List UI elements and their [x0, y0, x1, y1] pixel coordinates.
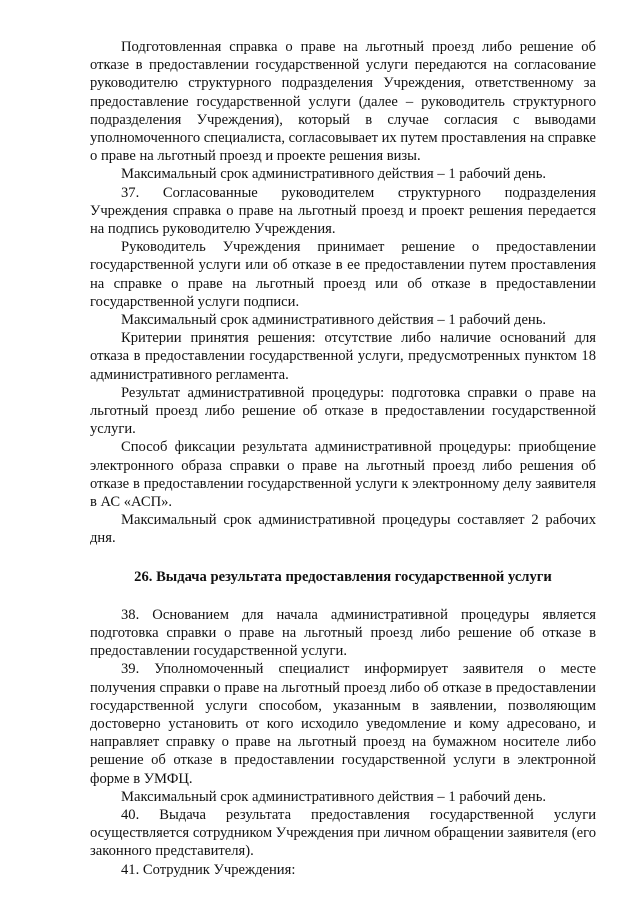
paragraph-max-term-2: Максимальный срок административного действия – 1 рабочий день. — [121, 312, 547, 329]
paragraph-max-term-1: Максимальный срок административного действия – 1 рабочий день. — [121, 166, 547, 183]
section-heading: 26. Выдача результата предоставления государственной услуги — [134, 568, 552, 585]
paragraph-procedure-result: Результат административной процедуры: подготовка справки о праве на льготный проезд либо решение об отказе в предоставлении государственной услуги. — [90, 384, 596, 438]
paragraph-item-41: 41. Сотрудник Учреждения: — [121, 861, 296, 878]
paragraph-decision-criteria: Критерии принятия решения: отсутствие либо наличие оснований для отказа в предоставлении государственной услуги, предусмотренных пунктом 18 административного регламента. — [90, 330, 596, 383]
document-page — [90, 38, 596, 879]
paragraph-result-fixation: Способ фиксации результата административной процедуры: приобщение электронного образа справки о праве на льготный проезд либо решения об отказе в предоставлении государственной услуги к электронному делу заявителя в АС «АСП». — [90, 439, 596, 511]
paragraph-item-40: 40. Выдача результата предоставления государственной услуги осуществляется сотрудником Учреждения при личном обращении заявителя (его законного представителя). — [90, 806, 596, 860]
paragraph-director-decision: Руководитель Учреждения принимает решение о предоставлении государственной услуги или об отказе в ее предоставлении путем проставления на справке о праве на льготный проезд или об отказе в предоставлении государственной услуги подписи. — [90, 239, 596, 310]
paragraph-item-39: 39. Уполномоченный специалист информирует заявителя о месте получения справки о праве на льготный проезд либо об отказе в предоставлении государственной услуги способом, указанным в заявлении, позволяющим достоверно установить от кого исходило уведомление и кому адресовано, и направляет справку о праве на льготный проезд на бумажном носителе либо решение об отказе в предоставлении государственной услуги в электронной форме в УМФЦ. — [90, 661, 596, 787]
paragraph-max-term-3: Максимальный срок административного действия – 1 рабочий день. — [121, 788, 547, 805]
paragraph-item-38: 38. Основанием для начала административной процедуры является подготовка справки о праве на льготный проезд либо решение об отказе в предоставлении государственной услуги. — [90, 606, 596, 660]
paragraph-max-procedure-term: Максимальный срок административной процедуры составляет 2 рабочих дня. — [90, 512, 596, 547]
paragraph-item-37: 37. Согласованные руководителем структурного подразделения Учреждения справка о праве на льготный проезд и проект решения передается на подпись руководителю Учреждения. — [90, 184, 596, 238]
paragraph-approval: Подготовленная справка о праве на льготный проезд либо решение об отказе в предоставлении государственной услуги передаются на согласование руководителю структурного подразделения Учреждения, ответственному за предоставление государственной услуги (далее – руководитель структурного подразделения Учреждения), который в случае согласия с выводами уполномоченного специалиста, согласовывает их путем проставления на справке о праве на льготный проезд и проекте решения визы. — [90, 39, 597, 165]
